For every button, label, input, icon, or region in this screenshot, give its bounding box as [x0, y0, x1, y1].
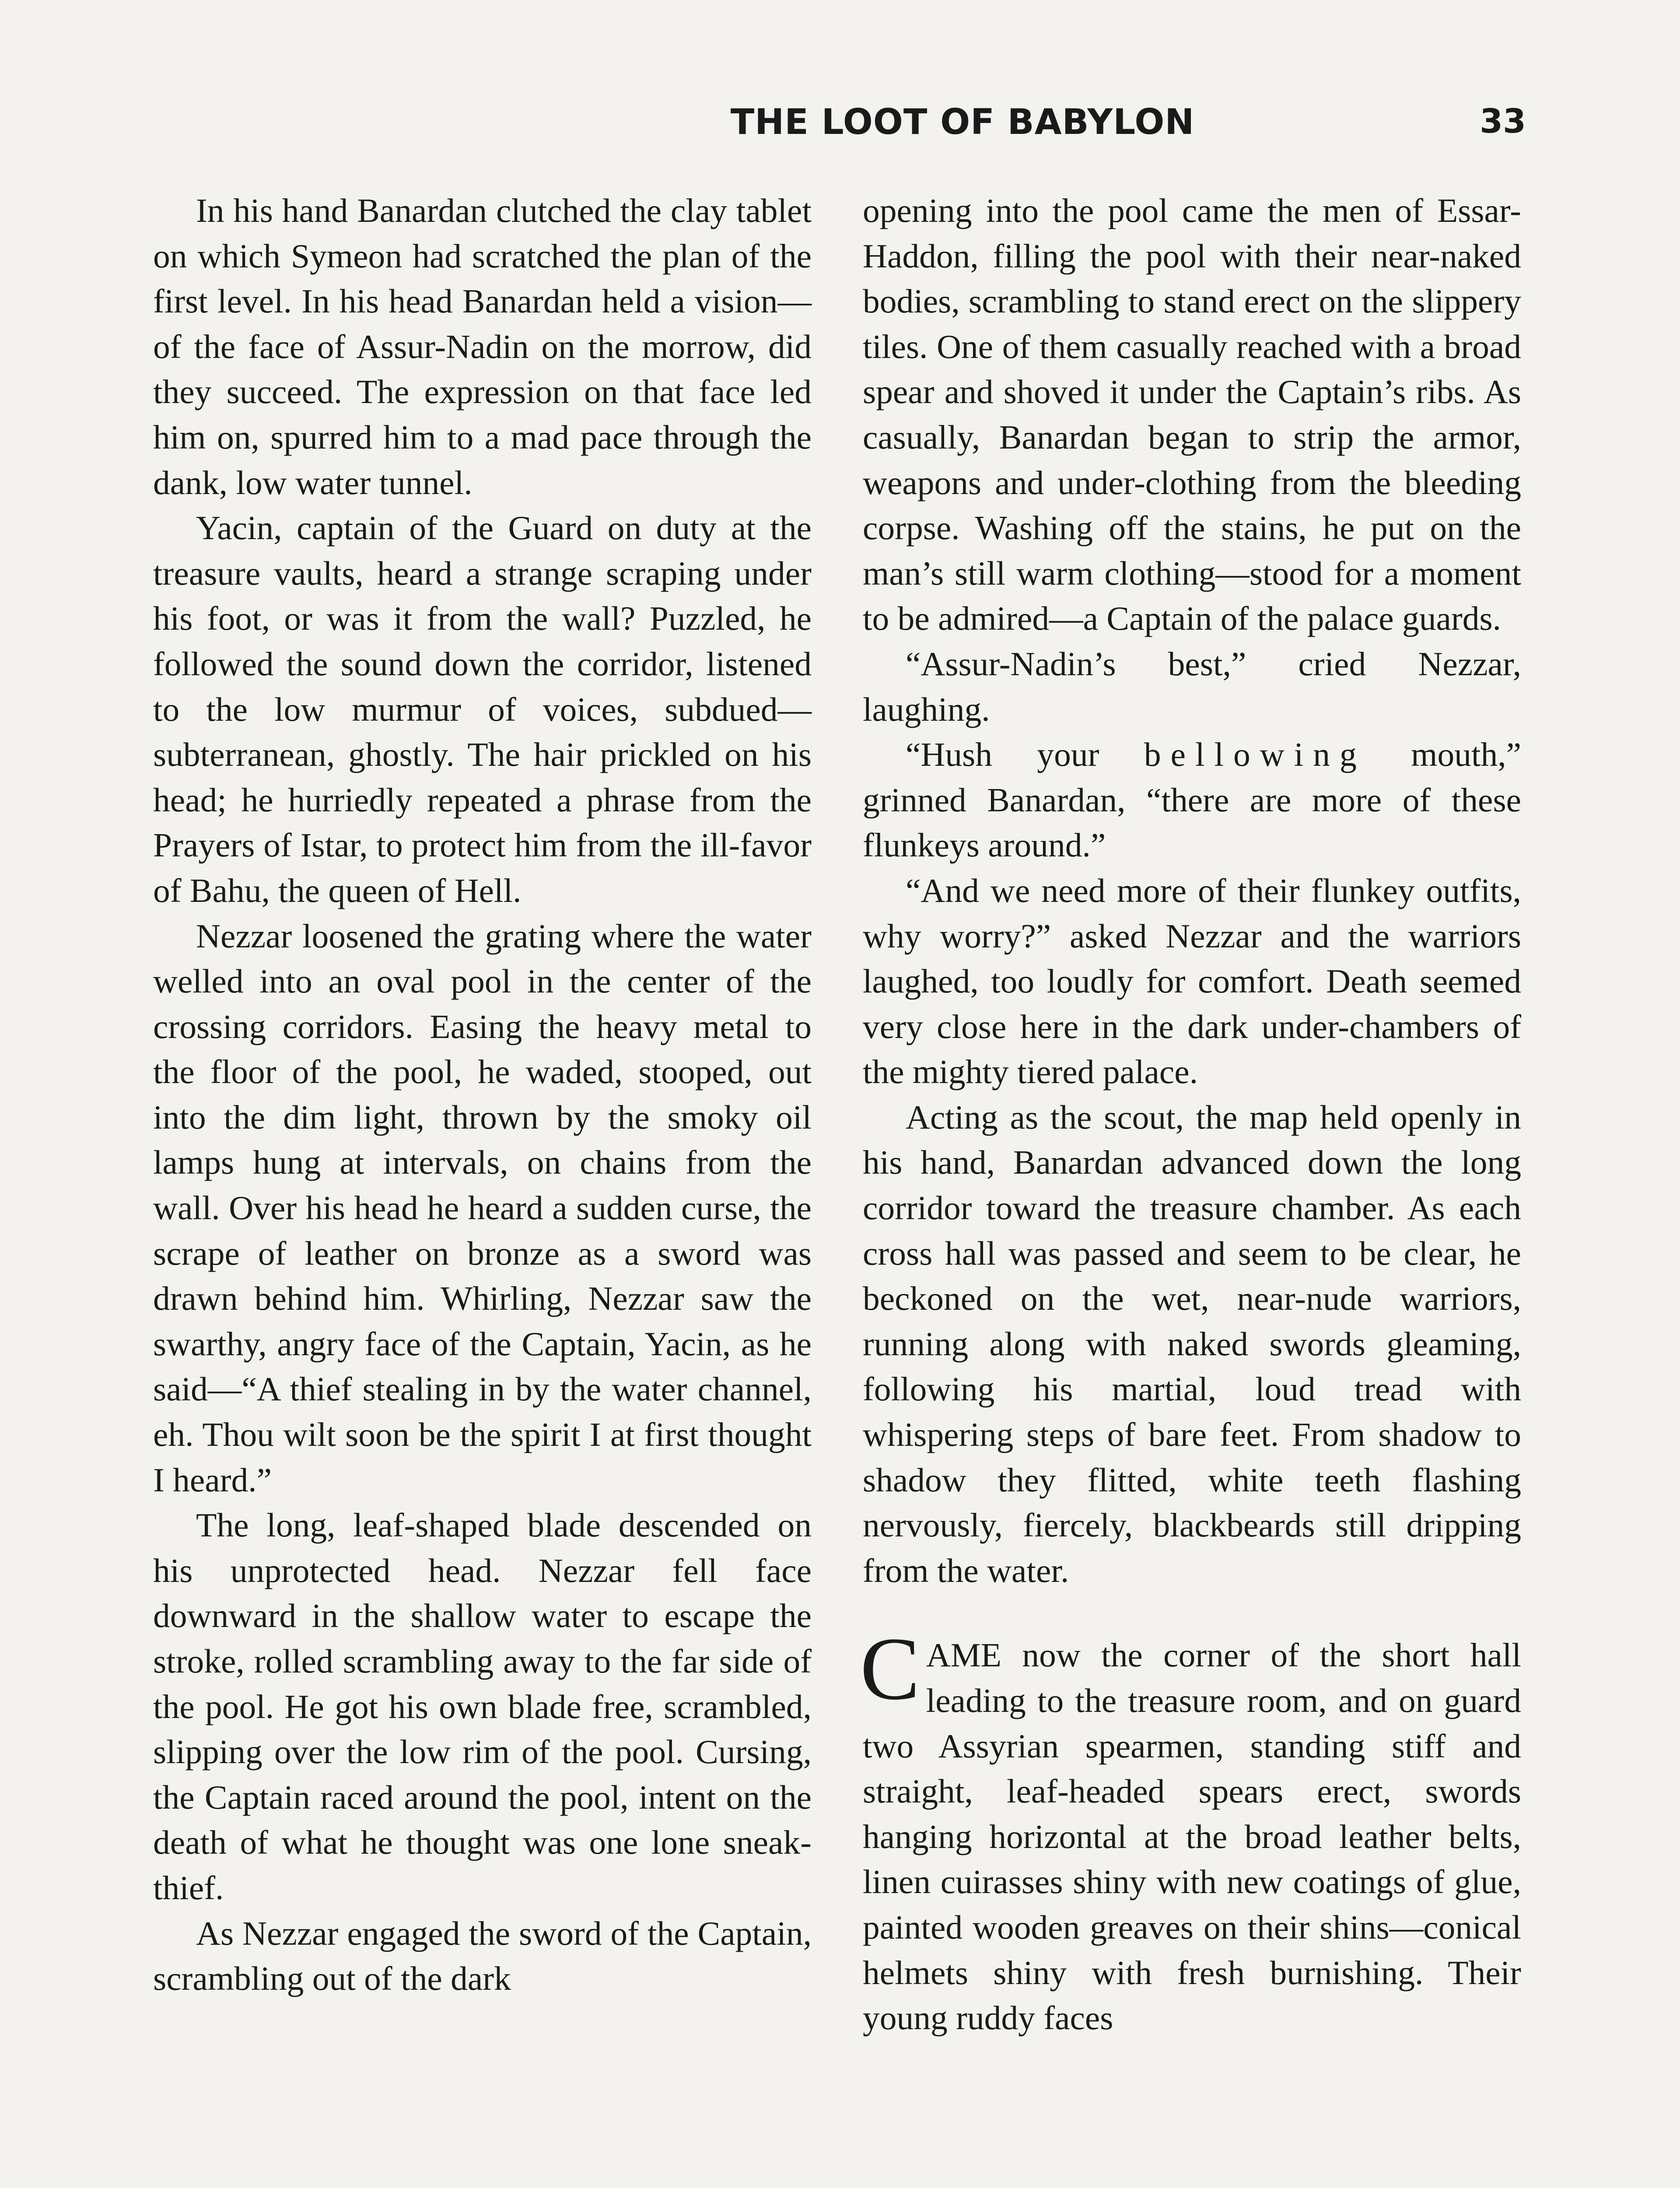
right-paragraph-2: “Assur-Nadin’s best,” cried Nezzar, laughing.	[863, 645, 1521, 728]
right-paragraph-5: Acting as the scout, the map held openly in his hand, Banardan advanced down the long corridor toward the treasure chamber. As each cross hall was passed and seem to be clear, he beckoned on the wet, near-nude warriors, running along with naked swords gleaming, following his martial, loud tread with whispering steps of bare feet. From shadow to shadow they flitted, white teeth flashing nervously, fiercely, blackbeards still dripping from the water.	[863, 1098, 1521, 1589]
page-number: 33	[1480, 102, 1526, 140]
left-paragraph-2: Yacin, captain of the Guard on duty at the treasure vaults, heard a strange scraping under his foot, or was it from the wall? Puzzled, he followed the sound down the corridor, listened to the low murmur of voices, subdued—subterranean, ghostly. The hair prickled on his head; he hurriedly repeated a phrase from the Prayers of Istar, to protect him from the ill-favor of Bahu, the queen of Hell.	[153, 509, 812, 909]
right-column	[860, 188, 1521, 2041]
right-paragraph-3-start: “Hush your	[906, 736, 1144, 774]
right-paragraph-3-end: mouth,” grinned Banardan, “there are more of these flunkeys around.”	[863, 736, 1521, 864]
right-paragraph-6	[860, 1619, 1521, 2041]
running-head-title: THE LOOT OF BABYLON	[730, 102, 1195, 142]
left-column	[153, 188, 812, 2002]
left-paragraph-5: As Nezzar engaged the sword of the Captain, scrambling out of the dark	[153, 1914, 812, 1998]
left-paragraph-4: The long, leaf-shaped blade descended on his unprotected head. Nezzar fell face downward in the shallow water to escape the stroke, rolled scrambling away to the far side of the pool. He got his own blade free, scrambled, slipping over the low rim of the pool. Cursing, the Captain raced around the pool, intent on the death of what he thought was one lone sneak-thief.	[153, 1506, 812, 1907]
right-paragraph-3	[863, 732, 1521, 868]
right-paragraph-1: opening into the pool came the men of Essar-Haddon, filling the pool with their near-naked bodies, scrambling to stand erect on the slippery tiles. One of them casually reached with a broad spear and shoved it under the Captain’s ribs. As casually, Banardan began to strip the armor, weapons and under-clothing from the bleeding corpse. Washing off the stains, he put on the man’s still warm clothing—stood for a moment to be admired—a Captain of the palace guards.	[863, 192, 1521, 638]
right-paragraph-6-text: AME now the corner of the short hall leading to the treasure room, and on guard two Assyrian spearmen, standing stiff and straight, leaf-headed spears erect, swords hanging horizontal at the broad leather belts, linen cuirasses shiny with new coatings of glue, painted wooden greaves on their shins—conical helmets shiny with fresh burnishing. Their young ruddy faces	[863, 1636, 1521, 2037]
spaced-word: bellowing	[1144, 736, 1366, 774]
right-paragraph-4: “And we need more of their flunkey outfits, why worry?” asked Nezzar and the warriors laughed, too loudly for comfort. Death seemed very close here in the dark under-chambers of the mighty tiered palace.	[863, 871, 1521, 1091]
section-break	[863, 1593, 1521, 1633]
left-paragraph-1: In his hand Banardan clutched the clay tablet on which Symeon had scratched the plan of the first level. In his head Banardan held a vision—of the face of Assur-Nadin on the morrow, did they succeed. The expression on that face led him on, spurred him to a mad pace through the dank, low water tunnel.	[153, 192, 812, 501]
left-paragraph-3: Nezzar loosened the grating where the water welled into an oval pool in the center of the crossing corridors. Easing the heavy metal to the floor of the pool, he waded, stooped, out into the dim light, thrown by the smoky oil lamps hung at intervals, on chains from the wall. Over his head he heard a sudden curse, the scrape of leather on bronze as a sword was drawn behind him. Whirling, Nezzar saw the swarthy, angry face of the Captain, Yacin, as he said—“A thief stealing in by the water channel, eh. Thou wilt soon be the spirit I at first thought I heard.”	[153, 917, 812, 1499]
drop-cap: C	[860, 1619, 920, 1719]
